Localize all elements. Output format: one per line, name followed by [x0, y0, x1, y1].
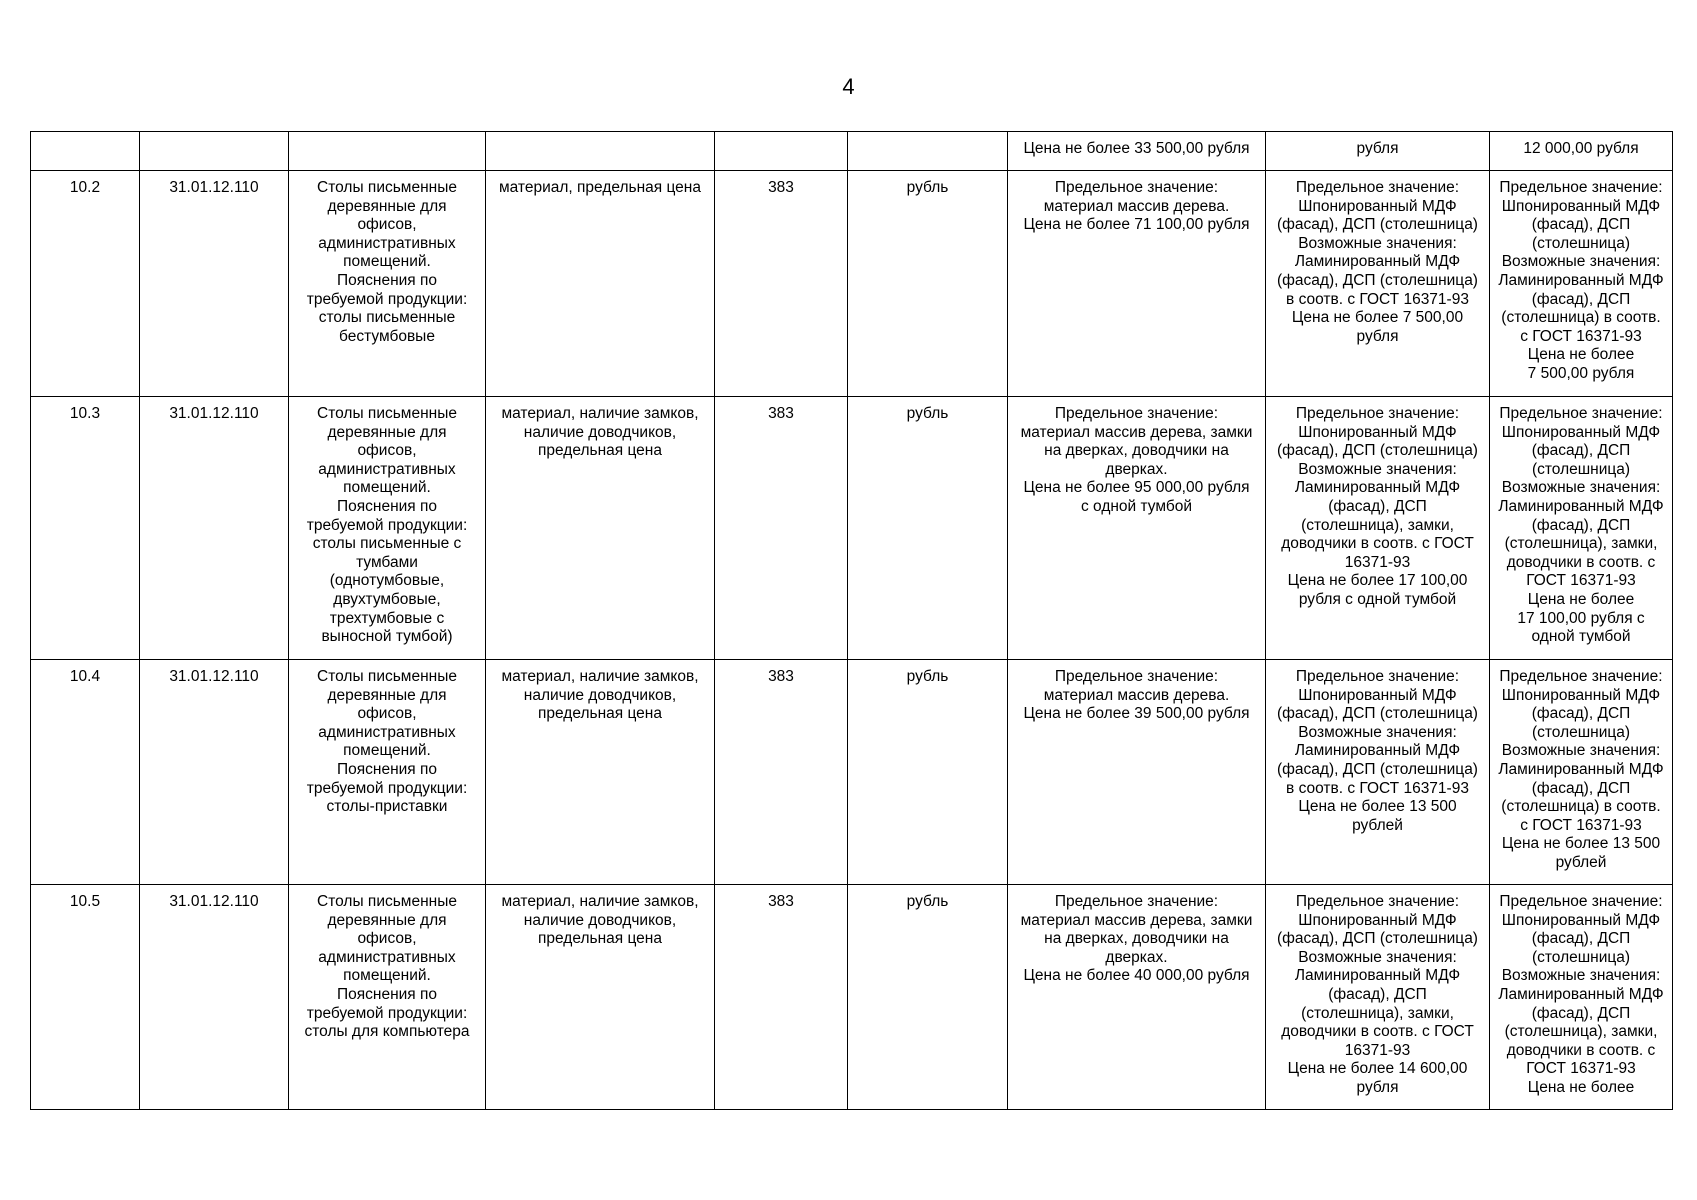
characteristic: материал, наличие замков, наличие доводчиков, предельная цена	[486, 885, 715, 1110]
page-number: 4	[842, 74, 855, 99]
okei-code: 383	[715, 885, 848, 1110]
table-cell: рубля	[1266, 132, 1490, 171]
unit-name: рубль	[848, 660, 1008, 885]
characteristic: материал, наличие замков, наличие доводчиков, предельная цена	[486, 397, 715, 660]
characteristic: материал, наличие замков, наличие доводчиков, предельная цена	[486, 660, 715, 885]
row-number: 10.4	[31, 660, 140, 885]
value-category-2: Предельное значение: Шпонированный МДФ (фасад), ДСП (столешница) Возможные значения: Ламинированный МДФ (фасад), ДСП (столешница) в соотв. с ГОСТ 16371-93 Цена не более 7 500,00 рубля	[1266, 171, 1490, 397]
characteristic: материал, предельная цена	[486, 171, 715, 397]
okei-code: 383	[715, 660, 848, 885]
row-number: 10.2	[31, 171, 140, 397]
product-name: Столы письменные деревянные для офисов, административных помещений. Пояснения по требуемой продукции: столы письменные бестумбовые	[289, 171, 486, 397]
product-name: Столы письменные деревянные для офисов, административных помещений. Пояснения по требуемой продукции: столы-приставки	[289, 660, 486, 885]
value-category-1: Предельное значение: материал массив дерева, замки на дверках, доводчики на дверках. Цена не более 95 000,00 рубля с одной тумбой	[1008, 397, 1266, 660]
okpd2-code: 31.01.12.110	[140, 885, 289, 1110]
value-category-3: Предельное значение: Шпонированный МДФ (фасад), ДСП (столешница) Возможные значения: Ламинированный МДФ (фасад), ДСП (столешница) в соотв. с ГОСТ 16371-93 Цена не более 13 500 рублей	[1490, 660, 1673, 885]
value-category-1: Предельное значение: материал массив дерева. Цена не более 71 100,00 рубля	[1008, 171, 1266, 397]
okpd2-code: 31.01.12.110	[140, 660, 289, 885]
unit-name: рубль	[848, 397, 1008, 660]
table-row-continuation	[31, 132, 1673, 171]
okei-code: 383	[715, 397, 848, 660]
requirements-table	[30, 131, 1673, 1110]
table-row	[31, 397, 1673, 660]
table-cell: Цена не более 33 500,00 рубля	[1008, 132, 1266, 171]
row-number: 10.5	[31, 885, 140, 1110]
okpd2-code: 31.01.12.110	[140, 397, 289, 660]
table-cell: 12 000,00 рубля	[1490, 132, 1673, 171]
okpd2-code: 31.01.12.110	[140, 171, 289, 397]
okei-code: 383	[715, 171, 848, 397]
row-number: 10.3	[31, 397, 140, 660]
product-name: Столы письменные деревянные для офисов, административных помещений. Пояснения по требуемой продукции: столы для компьютера	[289, 885, 486, 1110]
table-row	[31, 660, 1673, 885]
table-cell	[289, 132, 486, 171]
value-category-3: Предельное значение: Шпонированный МДФ (фасад), ДСП (столешница) Возможные значения: Ламинированный МДФ (фасад), ДСП (столешница), замки, доводчики в соотв. с ГОСТ 16371-93 Цена не более	[1490, 885, 1673, 1110]
unit-name: рубль	[848, 885, 1008, 1110]
table-cell	[848, 132, 1008, 171]
value-category-3: Предельное значение: Шпонированный МДФ (фасад), ДСП (столешница) Возможные значения: Ламинированный МДФ (фасад), ДСП (столешница) в соотв. с ГОСТ 16371-93 Цена не более 7 500,00 рубля	[1490, 171, 1673, 397]
table-cell	[486, 132, 715, 171]
table-cell	[140, 132, 289, 171]
value-category-2: Предельное значение: Шпонированный МДФ (фасад), ДСП (столешница) Возможные значения: Ламинированный МДФ (фасад), ДСП (столешница) в соотв. с ГОСТ 16371-93 Цена не более 13 500 рублей	[1266, 660, 1490, 885]
table-cell	[31, 132, 140, 171]
value-category-2: Предельное значение: Шпонированный МДФ (фасад), ДСП (столешница) Возможные значения: Ламинированный МДФ (фасад), ДСП (столешница), замки, доводчики в соотв. с ГОСТ 16371-93 Цена не более 17 100,00 рубля с одной тумбой	[1266, 397, 1490, 660]
value-category-1: Предельное значение: материал массив дерева, замки на дверках, доводчики на дверках. Цена не более 40 000,00 рубля	[1008, 885, 1266, 1110]
unit-name: рубль	[848, 171, 1008, 397]
table-cell	[715, 132, 848, 171]
value-category-1: Предельное значение: материал массив дерева. Цена не более 39 500,00 рубля	[1008, 660, 1266, 885]
value-category-3: Предельное значение: Шпонированный МДФ (фасад), ДСП (столешница) Возможные значения: Ламинированный МДФ (фасад), ДСП (столешница), замки, доводчики в соотв. с ГОСТ 16371-93 Цена не более 17 100,00 рубля с одной тумбой	[1490, 397, 1673, 660]
product-name: Столы письменные деревянные для офисов, административных помещений. Пояснения по требуемой продукции: столы письменные с тумбами (однотумбовые, двухтумбовые, трехтумбовые с выносной тумбой)	[289, 397, 486, 660]
value-category-2: Предельное значение: Шпонированный МДФ (фасад), ДСП (столешница) Возможные значения: Ламинированный МДФ (фасад), ДСП (столешница), замки, доводчики в соотв. с ГОСТ 16371-93 Цена не более 14 600,00 рубля	[1266, 885, 1490, 1110]
table-row	[31, 171, 1673, 397]
table-row	[31, 885, 1673, 1110]
